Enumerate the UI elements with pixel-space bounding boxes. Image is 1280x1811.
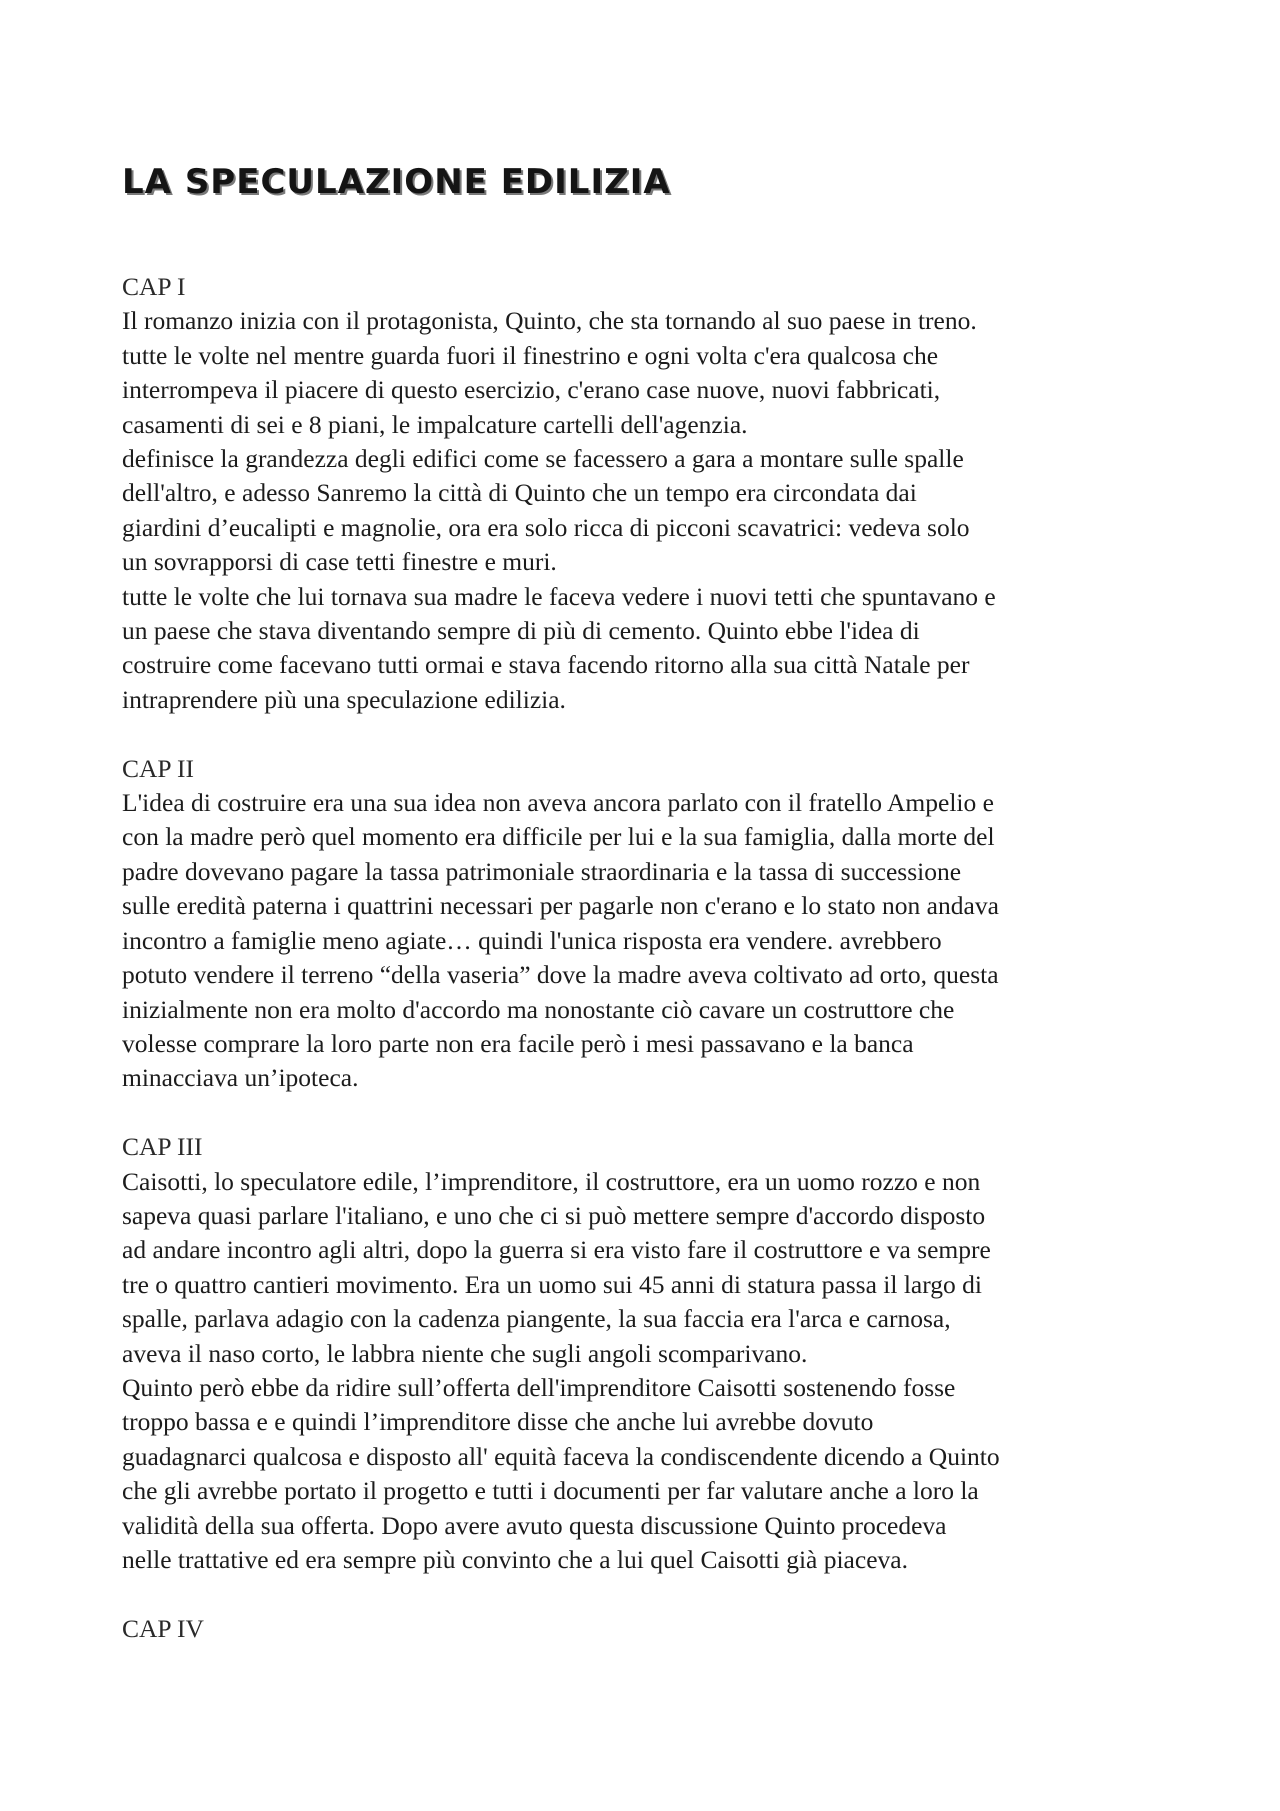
text-line: troppo bassa e e quindi l’imprenditore disse che anche lui avrebbe dovuto (122, 1407, 874, 1437)
text-line: giardini d’eucalipti e magnolie, ora era solo ricca di picconi scavatrici: vedeva solo (122, 512, 970, 542)
text-line: che gli avrebbe portato il progetto e tutti i documenti per far valutare anche a loro la (122, 1476, 979, 1506)
chapter-4 (122, 1612, 1202, 1646)
text-line: validità della sua offerta. Dopo avere avuto questa discussione Quinto procedeva (122, 1510, 947, 1540)
text-line: un paese che stava diventando sempre di più di cemento. Quinto ebbe l'idea di (122, 616, 920, 646)
text-line: definisce la grandezza degli edifici come se facessero a gara a montare sulle spalle (122, 444, 964, 474)
text-line: L'idea di costruire era una sua idea non aveva ancora parlato con il fratello Ampelio e (122, 788, 994, 818)
text-line: padre dovevano pagare la tassa patrimoniale straordinaria e la tassa di successione (122, 856, 962, 886)
text-line: nelle trattative ed era sempre più convinto che a lui quel Caisotti già piaceva. (122, 1545, 908, 1574)
chapter-2 (122, 752, 1202, 1096)
text-line: con la madre però quel momento era difficile per lui e la sua famiglia, dalla morte del (122, 822, 995, 852)
text-line: tre o quattro cantieri movimento. Era un uomo sui 45 anni di statura passa il largo di (122, 1269, 982, 1299)
text-line: tutte le volte che lui tornava sua madre le faceva vedere i nuovi tetti che spuntavano e (122, 581, 996, 611)
text-line: aveva il naso corto, le labbra niente che sugli angoli scomparivano. (122, 1338, 808, 1368)
text-line: Caisotti, lo speculatore edile, l’imprenditore, il costruttore, era un uomo rozzo e non (122, 1166, 981, 1196)
text-line: intraprendere più una speculazione edilizia. (122, 684, 566, 714)
text-line: minacciava un’ipoteca. (122, 1063, 359, 1093)
chapter-1 (122, 270, 1202, 717)
chapter-heading: CAP III (122, 1132, 203, 1162)
chapter-3 (122, 1130, 1202, 1577)
text-line: incontro a famiglie meno agiate… quindi l'unica risposta era vendere. avrebbero (122, 925, 942, 955)
text-line: tutte le volte nel mentre guarda fuori il finestrino e ogni volta c'era qualcosa che (122, 340, 939, 370)
text-line: Quinto però ebbe da ridire sull’offerta dell'imprenditore Caisotti sostenendo fosse (122, 1372, 956, 1402)
text-line: costruire come facevano tutti ormai e stava facendo ritorno alla sua città Natale per (122, 650, 970, 680)
document-body (122, 270, 1202, 1681)
chapter-heading: CAP I (122, 272, 186, 301)
document-title: LA SPECULAZIONE EDILIZIA (122, 162, 671, 202)
text-line: spalle, parlava adagio con la cadenza piangente, la sua faccia era l'arca e carnosa, (122, 1304, 951, 1334)
chapter-heading: CAP II (122, 753, 195, 783)
text-line: volesse comprare la loro parte non era facile però i mesi passavano e la banca (122, 1028, 914, 1058)
text-line: interrompeva il piacere di questo esercizio, c'erano case nuove, nuovi fabbricati, (122, 375, 941, 405)
chapter-heading: CAP IV (122, 1613, 204, 1643)
text-line: potuto vendere il terreno “della vaseria” dove la madre aveva coltivato ad orto, questa (122, 960, 999, 990)
text-line: sulle eredità paterna i quattrini necessari per pagarle non c'erano e lo stato non andava (122, 891, 999, 921)
text-line: guadagnarci qualcosa e disposto all' equità faceva la condiscendente dicendo a Quinto (122, 1441, 1000, 1471)
text-line: un sovrapporsi di case tetti finestre e muri. (122, 547, 557, 577)
text-line: ad andare incontro agli altri, dopo la guerra si era visto fare il costruttore e va sempre (122, 1235, 991, 1265)
text-line: casamenti di sei e 8 piani, le impalcature cartelli dell'agenzia. (122, 409, 748, 439)
text-line: inizialmente non era molto d'accordo ma nonostante ciò cavare un costruttore che (122, 994, 955, 1024)
text-line: Il romanzo inizia con il protagonista, Quinto, che sta tornando al suo paese in treno. (122, 306, 977, 336)
text-line: dell'altro, e adesso Sanremo la città di Quinto che un tempo era circondata dai (122, 478, 917, 508)
text-line: sapeva quasi parlare l'italiano, e uno che ci si può mettere sempre d'accordo disposto (122, 1200, 986, 1230)
